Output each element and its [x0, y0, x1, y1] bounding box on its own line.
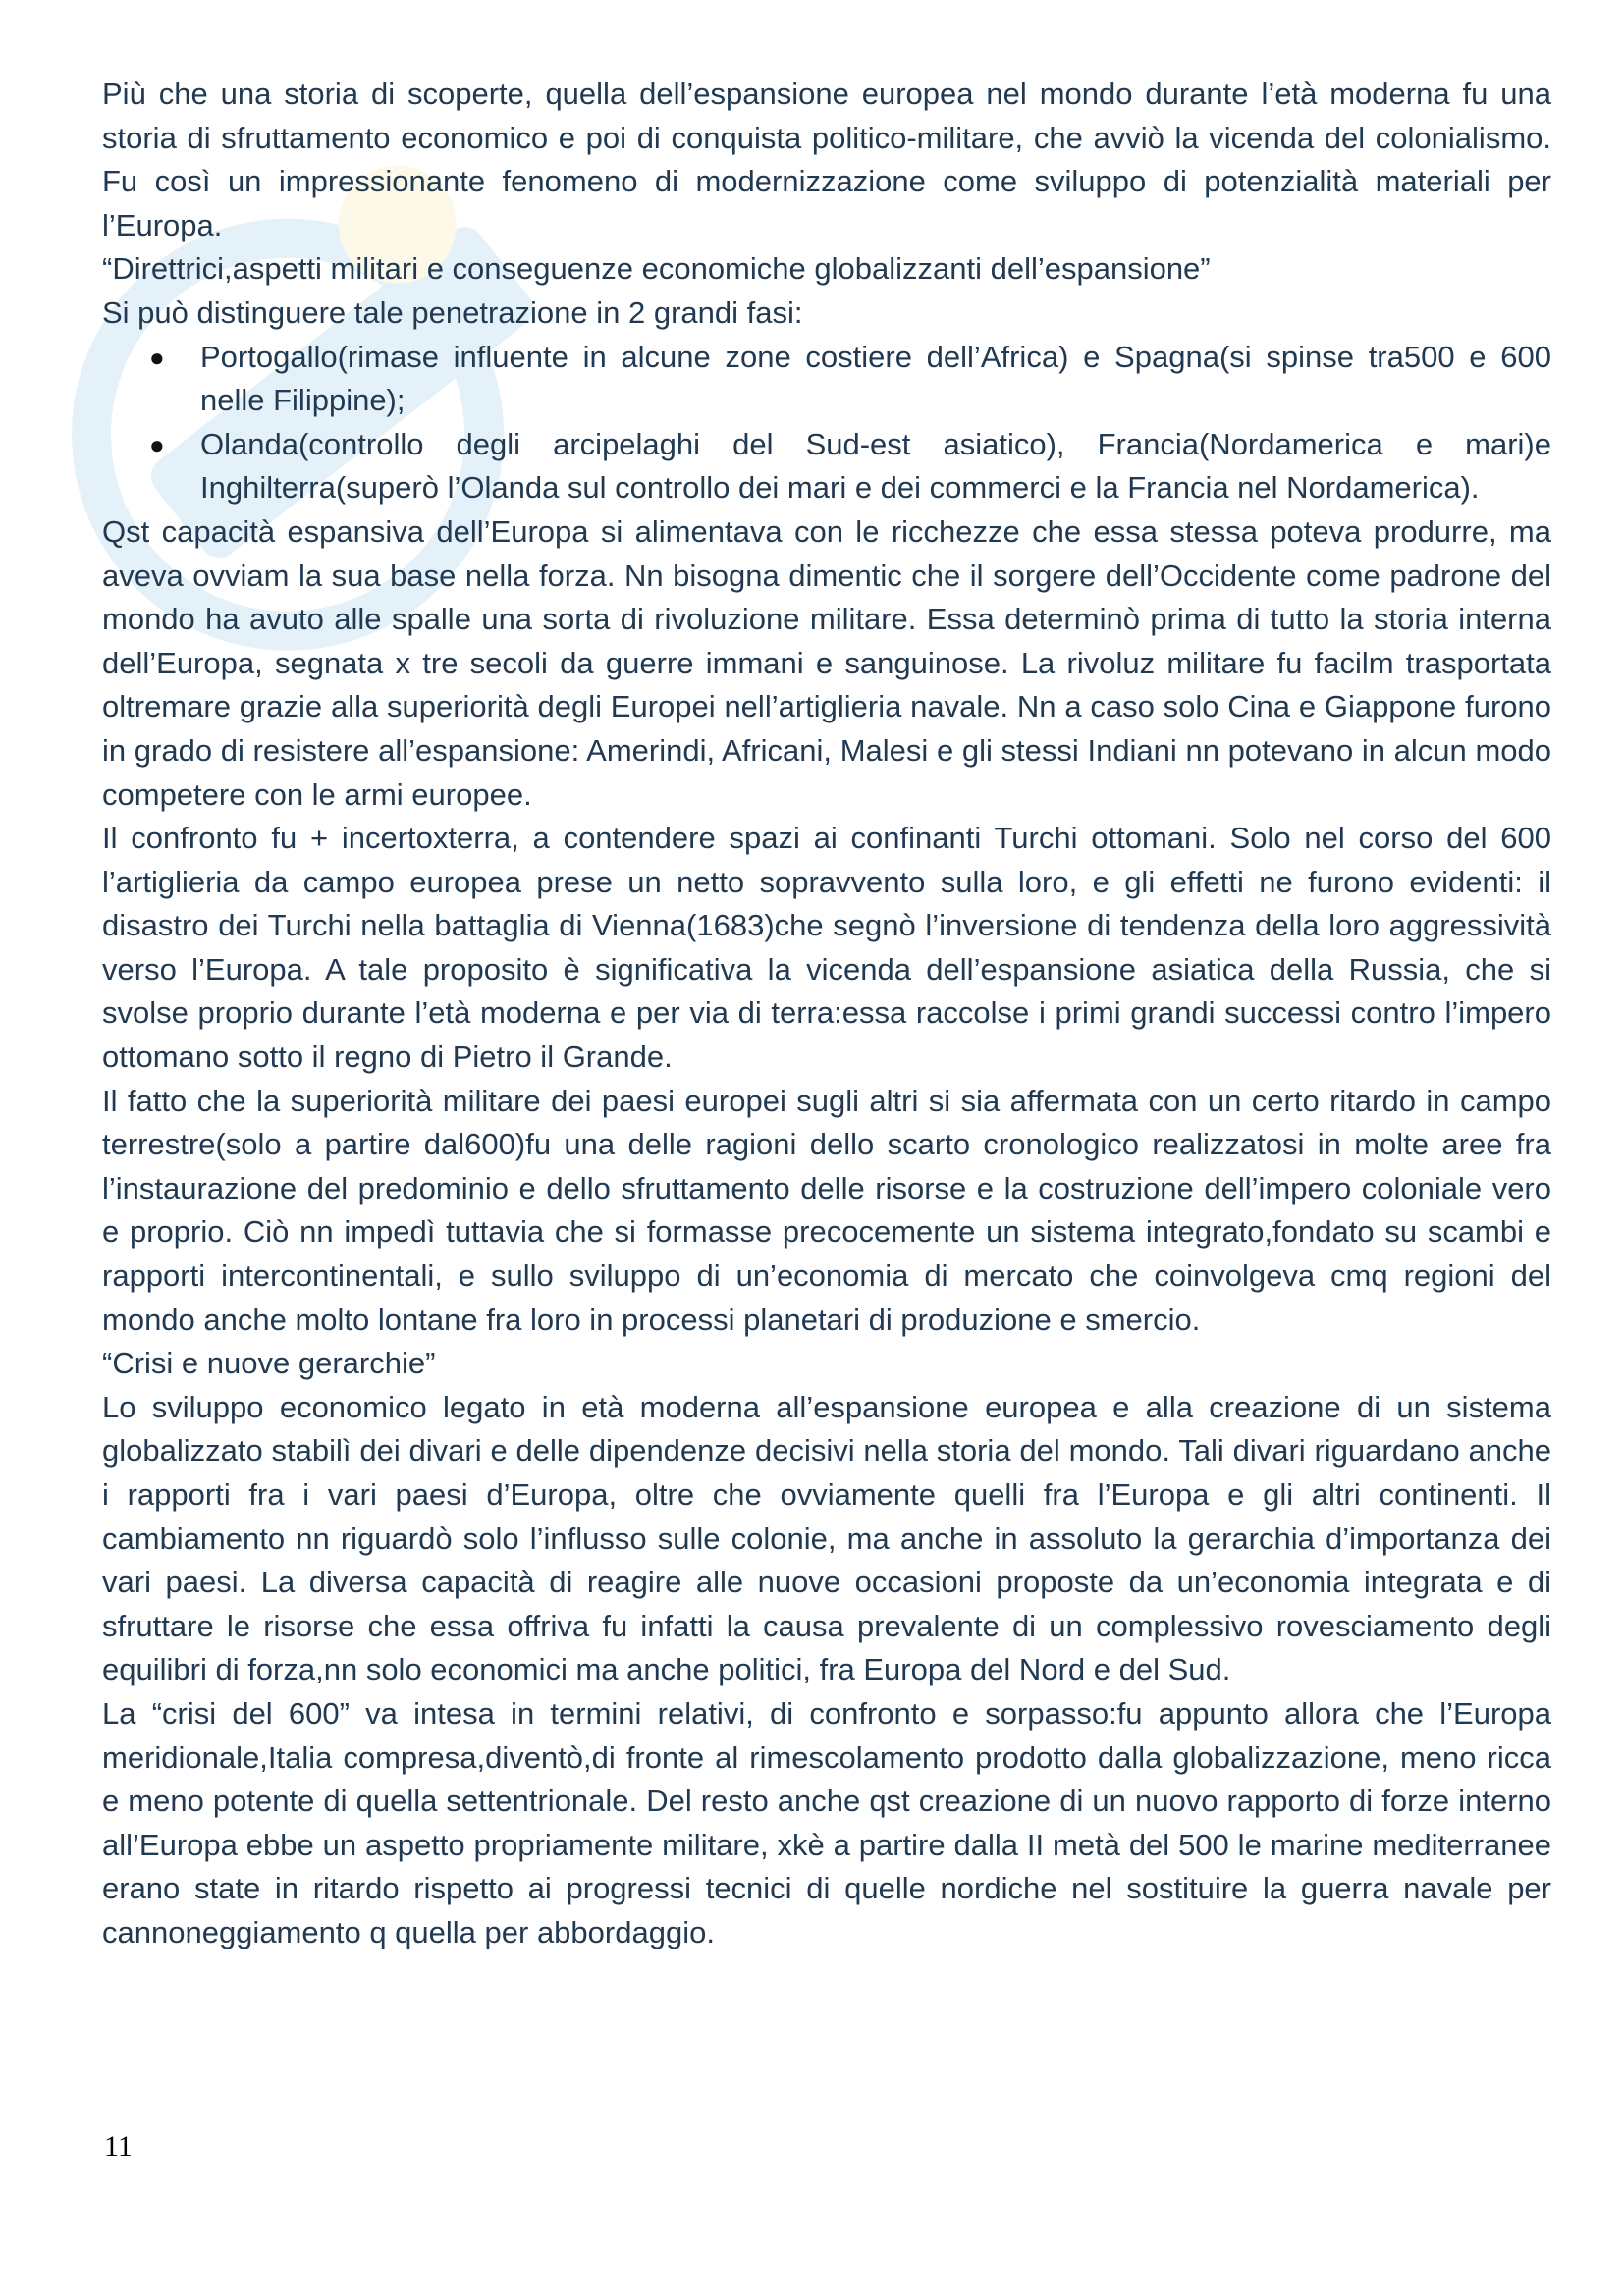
page-number: 11 — [104, 2130, 133, 2163]
paragraph: Lo sviluppo economico legato in età moderna all’espansione europea e alla creazione di un sistema globalizzato stabilì dei divari e delle dipendenze decisivi nella storia del mondo. Tali divari riguardano anche i rapporti fra i vari paesi d’Europa, oltre che ovviamente quelli fra l’Europa e gli altri continenti. Il cambiamento nn riguardò solo l’influsso sulle colonie, ma anche in assoluto la gerarchia d’importanza dei vari paesi. La diversa capacità di reagire alle nuove occasioni proposte da un’economia integrata e di sfruttare le risorse che essa offriva fu infatti la causa prevalente di un complessivo rovesciamento degli equilibri di forza,nn solo economici ma anche politici, fra Europa del Nord e del Sud. — [102, 1389, 1551, 1687]
list-intro: Si può distinguere tale penetrazione in 2 grandi fasi: — [102, 294, 803, 330]
paragraph: La “crisi del 600” va intesa in termini relativi, di confronto e sorpasso:fu appunto allora che l’Europa meridionale,Italia compresa,diventò,di fronte al rimescolamento prodotto dalla globalizzazione, meno ricca e meno potente di quella settentrionale. Del resto anche qst creazione di un nuovo rapporto di forze interno all’Europa ebbe un aspetto propriamente militare, xkè a partire dalla II metà del 500 le marine mediterranee erano state in ritardo rispetto ai progressi tecnici di quelle nordiche nel sostituire la guerra navale per cannoneggiamento q quella per abbordaggio. — [102, 1695, 1551, 1949]
list-item-text: Portogallo(rimase influente in alcune zone costiere dell’Africa) e Spagna(si spinse tra500 e 600 nelle Filippine); — [200, 339, 1551, 418]
paragraph: Qst capacità espansiva dell’Europa si alimentava con le ricchezze che essa stessa poteva produrre, ma aveva ovviam la sua base nella forza. Nn bisogna dimentic che il sorgere dell’Occidente come padrone del mondo ha avuto alle spalle una sorta di rivoluzione militare. Essa determinò prima di tutto la storia interna dell’Europa, segnata x tre secoli da guerre immani e sanguinose. La rivoluz militare fu facilm trasportata oltremare grazie alla superiorità degli Europei nell’artiglieria navale. Nn a caso solo Cina e Giappone furono in grado di resistere all’espansione: Amerindi, Africani, Malesi e gli stessi Indiani nn potevano in alcun modo competere con le armi europee. — [102, 513, 1551, 812]
list-item — [102, 336, 1551, 423]
section-heading: “Direttrici,aspetti militari e conseguenze economiche globalizzanti dell’espansione” — [102, 251, 1211, 287]
list-item — [102, 423, 1551, 510]
section-heading: “Crisi e nuove gerarchie” — [102, 1346, 436, 1381]
paragraph: Più che una storia di scoperte, quella dell’espansione europea nel mondo durante l’età moderna fu una storia di sfruttamento economico e poi di conquista politico-militare, che avviò la vicenda del colonialismo. Fu così un impressionante fenomeno di modernizzazione come sviluppo di potenzialità materiali per l’Europa. — [102, 77, 1551, 242]
list-item-text: Olanda(controllo degli arcipelaghi del Sud-est asiatico), Francia(Nordamerica e mari)e Inghilterra(superò l’Olanda sul controllo dei mari e dei commerci e la Francia nel Nordamerica). — [200, 426, 1551, 506]
paragraph: Il confronto fu + incertoxterra, a contendere spazi ai confinanti Turchi ottomani. Solo nel corso del 600 l’artiglieria da campo europea prese un netto sopravvento sulla loro, e gli effetti ne furono evidenti: il disastro dei Turchi nella battaglia di Vienna(1683)che segnò l’inversione di tendenza della loro aggressività verso l’Europa. A tale proposito è significativa la vicenda dell’espansione asiatica della Russia, che si svolse proprio durante l’età moderna e per via di terra:essa raccolse i primi grandi successi contro l’impero ottomano sotto il regno di Pietro il Grande. — [102, 821, 1551, 1075]
bullet-icon: ● — [149, 342, 165, 372]
document-page — [102, 73, 1551, 1955]
bullet-list — [102, 336, 1551, 510]
paragraph: Il fatto che la superiorità militare dei paesi europei sugli altri si sia affermata con un certo ritardo in campo terrestre(solo a partire dal600)fu una delle ragioni dello scarto cronologico realizzatosi in molte aree fra l’instaurazione del predominio e dello sfruttamento delle risorse e la costruzione dell’impero coloniale vero e proprio. Ciò nn impedì tuttavia che si formasse precocemente un sistema integrato,fondato su scambi e rapporti intercontinentali, e sullo sviluppo di un’economia di mercato che coinvolgeva cmq regioni del mondo anche molto lontane fra loro in processi planetari di produzione e smercio. — [102, 1083, 1551, 1337]
bullet-icon: ● — [149, 429, 165, 459]
